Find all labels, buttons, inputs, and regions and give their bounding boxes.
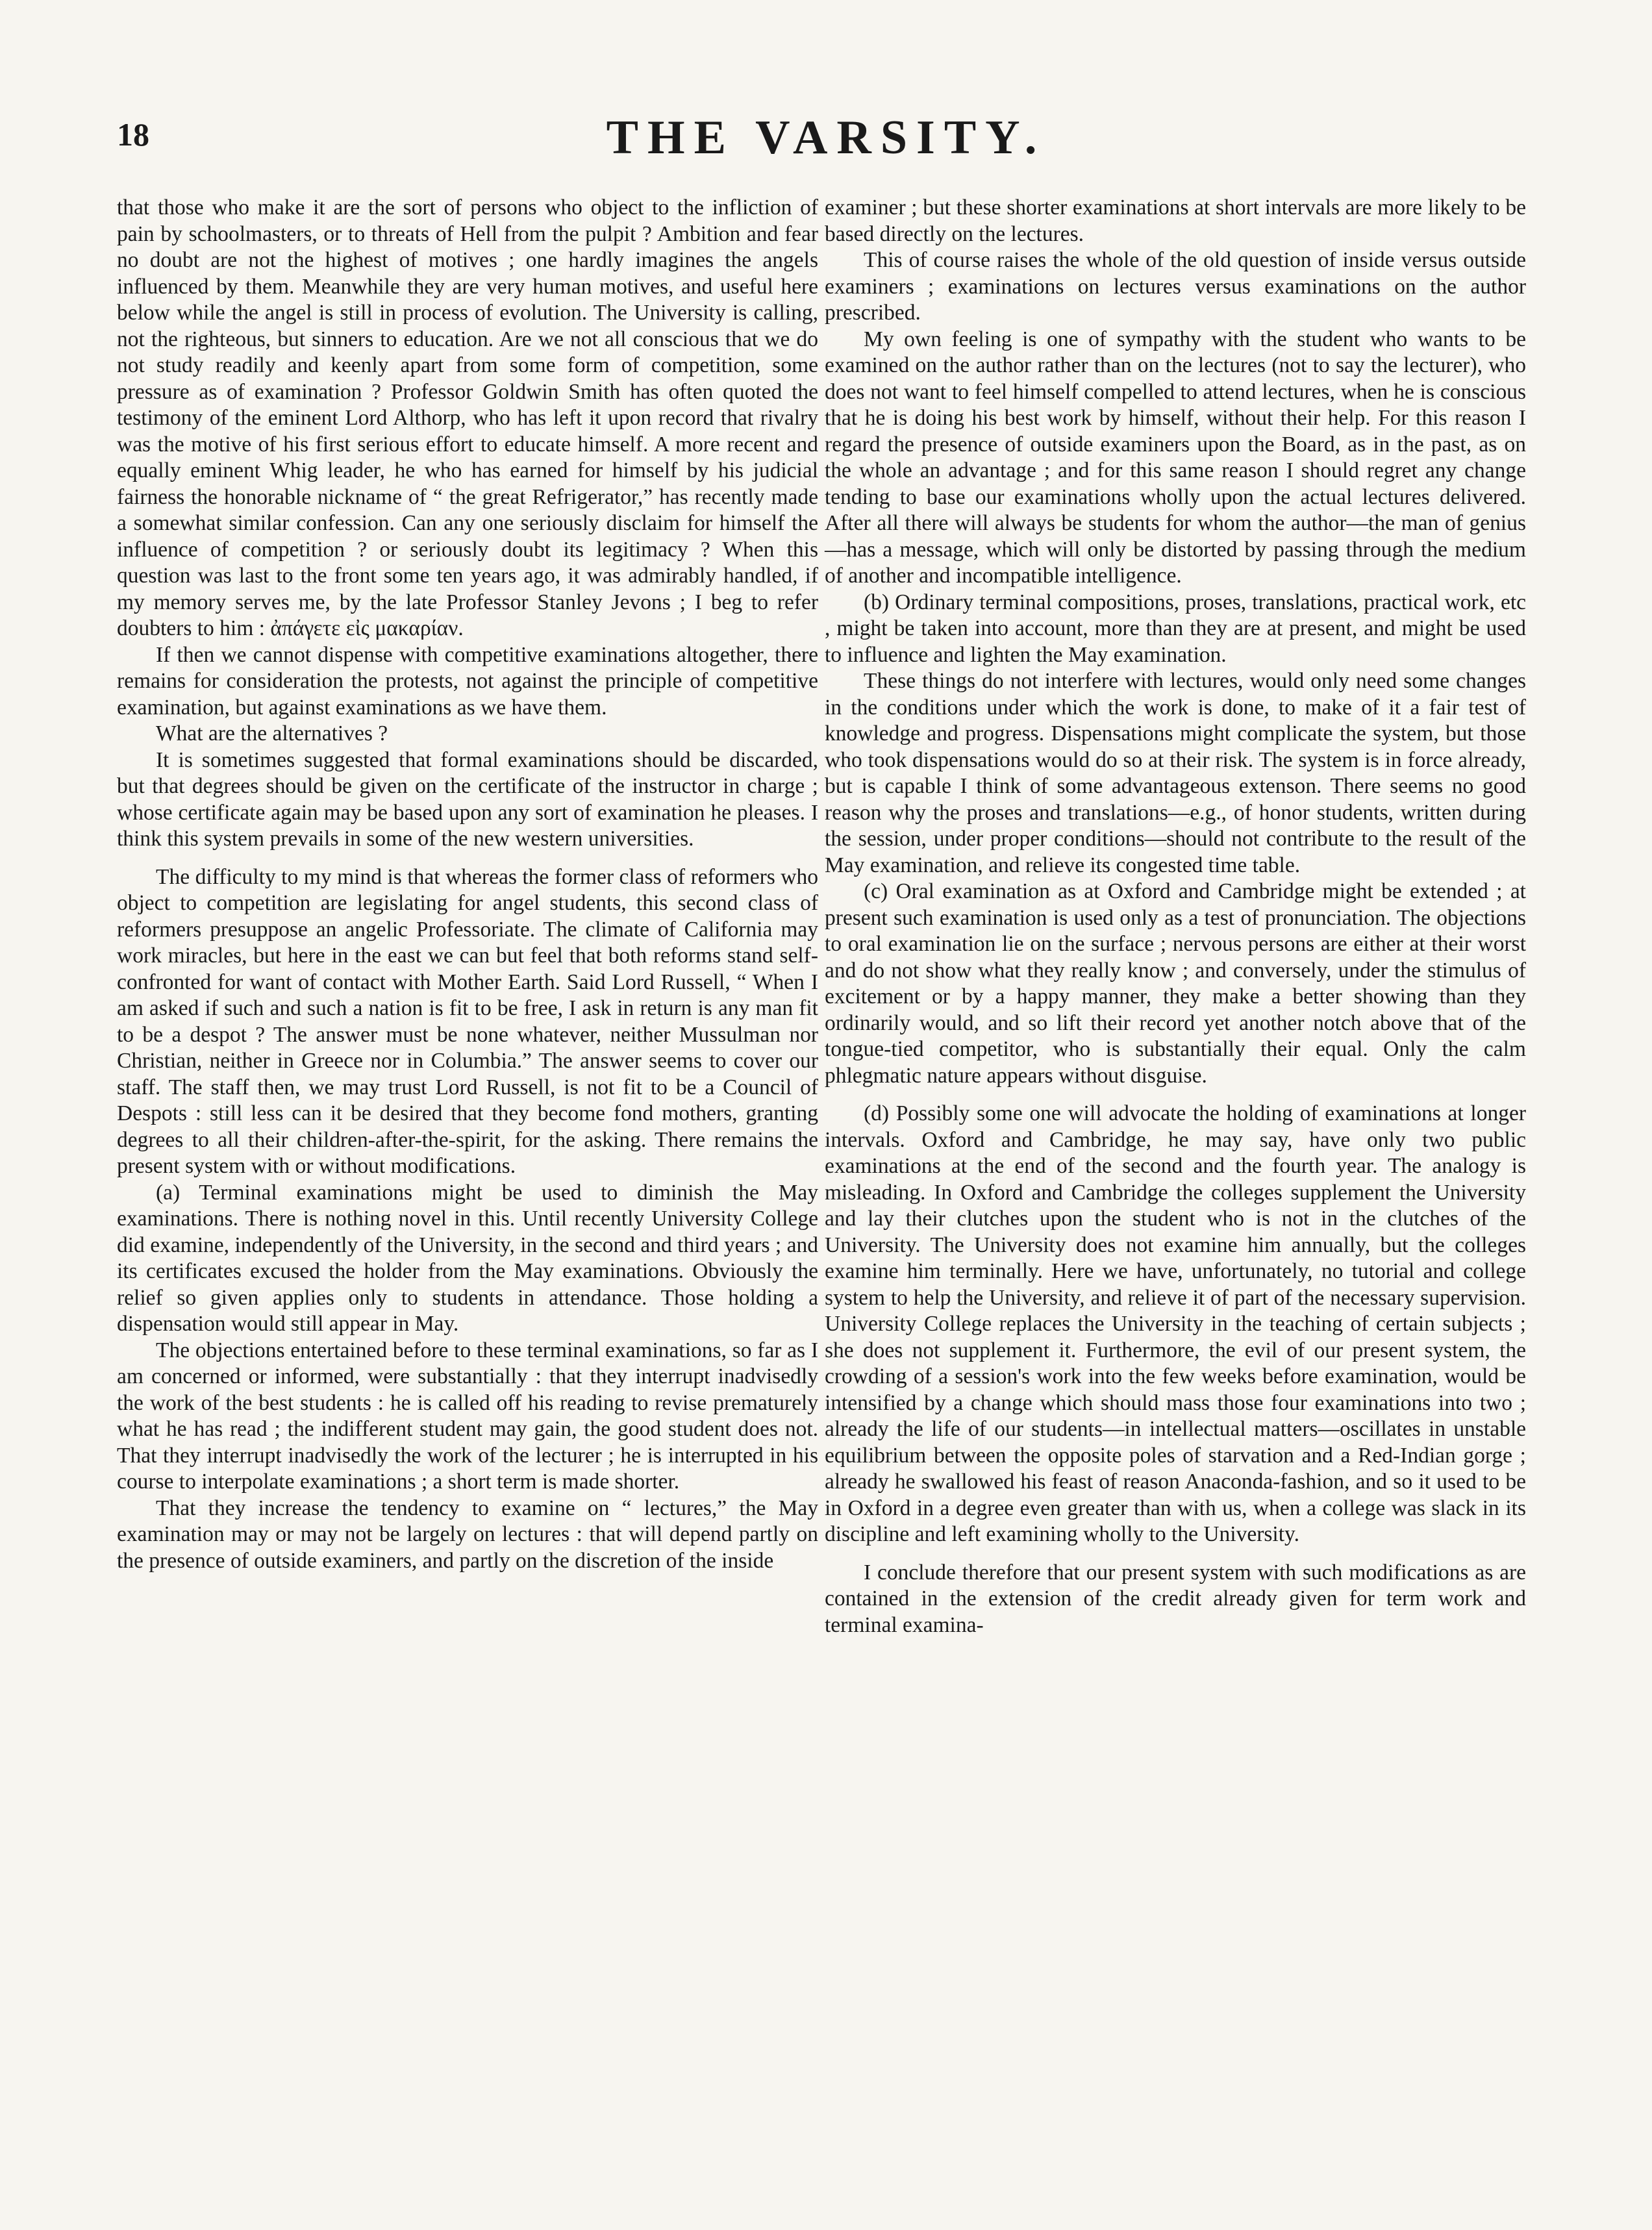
masthead-title: THE VARSITY. [606,111,1046,164]
paragraph: What are the alternatives ? [156,721,388,745]
paragraph: (c) Oral examination as at Oxford and Cambridge might be extended ; at present such examination is used only as a test of pronunciation. The objections to oral examination lie on the surface ; nervous persons are either at their worst and do not show what they really know ; and conversely, under the stimulus of excitement or by a happy manner, they make a better showing than they ordinarily would, and so lift their record yet another notch above that of the tongue-tied competitor, who is substantially their equal. Only the calm phlegmatic nature appears without disguise. [825,879,1526,1088]
paragraph: (b) Ordinary terminal compositions, proses, translations, practical work, etc , might be taken into account, more than they are at present, and might be used to influence and lighten the May examination. [825,590,1526,667]
page-header [0,97,1652,182]
page-number: 18 [117,116,149,153]
paragraph: This of course raises the whole of the old question of inside versus outside examiners ; examinations on lectures versus examinations on the author prescribed. [825,248,1526,325]
paragraph: That they increase the tendency to examine on “ lectures,” the May examination may or may not be largely on lectures : that will depend partly on the presence of outside examiners, and partly on the discretion of the inside [117,1496,818,1573]
paragraph: (a) Terminal examinations might be used to diminish the May examinations. There is nothing novel in this. Until recently University College did examine, independently of the University, in the second and third years ; and its certificates excused the holder from the May examinations. Obviously the relief so given applies only to students in attendance. Those holding a dispensation would still appear in May. [117,1180,818,1336]
paragraph: If then we cannot dispense with competitive examinations altogether, there remains for consideration the protests, not against the principle of competitive examination, but against examinations as we have them. [117,642,818,720]
paragraph: that those who make it are the sort of persons who object to the infliction of pain by schoolmasters, or to threats of Hell from the pulpit ? Ambition and fear no doubt are not the highest of motives ; one hardly imagines the angels influenced by them. Meanwhile they are very human motives, and useful here below while the angel is still in process of evolution. The University is calling, not the righteous, but sinners to education. Are we not all conscious that we do not study readily and keenly apart from some form of competition, some pressure as of examination ? Professor Goldwin Smith has often quoted the testimony of the eminent Lord Althorp, who has left it upon record that rivalry was the motive of his first serious effort to educate himself. A more recent and equally eminent Whig leader, he who has earned for himself by his judicial fairness the honorable nickname of “ the great Refrigerator,” has recently made a somewhat similar confession. Can any one seriously disclaim for himself the influence of competition ? or seriously doubt its legitimacy ? When this question was last to the front some ten years ago, it was admirably handled, if my memory serves me, by the late Professor Stanley Jevons ; I beg to refer doubters to him : ἀπάγετε εἰς μακαρίαν. [117,195,818,640]
paragraph: examiner ; but these shorter examinations at short intervals are more likely to be based directly on the lectures. [825,195,1526,246]
paragraph: My own feeling is one of sympathy with the student who wants to be examined on the author rather than on the lectures (not to say the lecturer), who does not want to feel himself compelled to attend lectures, when he is conscious that he is doing his best work by himself, without their help. For this reason I regard the presence of outside examiners upon the Board, as in the past, as on the whole an advantage ; and for this same reason I should regret any change tending to base our examinations wholly upon the actual lectures delivered. After all there will always be students for whom the author—the man of genius—has a message, which will only be distorted by passing through the medium of another and incompatible intelligence. [825,327,1526,588]
paragraph: I conclude therefore that our present system with such modifications as are contained in the extension of the credit already given for term work and terminal examina- [825,1560,1526,1637]
paragraph: (d) Possibly some one will advocate the holding of examinations at longer intervals. Oxford and Cambridge, he may say, have only two public examinations at the end of the second and the fourth year. The analogy is misleading. In Oxford and Cambridge the colleges supplement the University and lay their clutches upon the student who is not in the clutches of the University. The University does not examine him annually, but the colleges examine him terminally. Here we have, unfortunately, no tutorial and college system to help the University, and relieve it of part of the necessary supervision. University College replaces the University in the teaching of certain subjects ; she does not supplement it. Furthermore, the evil of our present system, the crowding of a session's work into the few weeks before examination, would be intensified by a change which should mass those four examinations into two ; already the life of our students—in intellectual matters—oscillates in unstable equilibrium between the opposite poles of starvation and a Red-Indian gorge ; already he swallowed his feast of reason Anaconda-fashion, and so it used to be in Oxford in a degree even greater than with us, when a college was slack in its discipline and left examining wholly to the University. [825,1101,1526,1546]
paragraph: The difficulty to my mind is that whereas the former class of reformers who object to competition are legislating for angel students, this second class of reformers presuppose an angelic Professoriate. The climate of California may work miracles, but here in the east we can but feel that both reforms stand self-confronted for want of contact with Mother Earth. Said Lord Russell, “ When I am asked if such and such a nation is fit to be free, I ask in return is any man fit to be a despot ? The answer must be none whatever, neither Mussulman nor Christian, neither in Greece nor in Columbia.” The answer seems to cover our staff. The staff then, we may trust Lord Russell, is not fit to be a Council of Despots : still less can it be desired that they become fond mothers, granting degrees to all their children-after-the-spirit, for the asking. There remains the present system with or without modifications. [117,864,818,1178]
right-column [825,195,1526,1638]
paragraph: These things do not interfere with lectures, would only need some changes in the conditions under which the work is done, to make of it a fair test of knowledge and progress. Dispensations might complicate the system, but those who took dispensations would do so at their risk. The system is in force already, but is capable I think of some advantageous extenson. There seems no good reason why the proses and translations—e.g., of honor students, written during the session, under proper conditions—should not contribute to the result of the May examination, and relieve its congested time table. [825,669,1526,877]
paragraph: The objections entertained before to these terminal examinations, so far as I am concerned or informed, were substantially : that they interrupt inadvisedly the work of the best students : he is called off his reading to revise prematurely what he has read ; the indifferent student may gain, the good student does not. That they interrupt inadvisedly the work of the lecturer ; he is interrupted in his course to interpolate examinations ; a short term is made shorter. [117,1338,818,1494]
left-column [117,195,818,1574]
paragraph: It is sometimes suggested that formal examinations should be discarded, but that degrees should be given on the certificate of the instructor in charge ; whose certificate again may be based upon any sort of examination he pleases. I think this system prevails in some of the new western universities. [117,747,818,851]
